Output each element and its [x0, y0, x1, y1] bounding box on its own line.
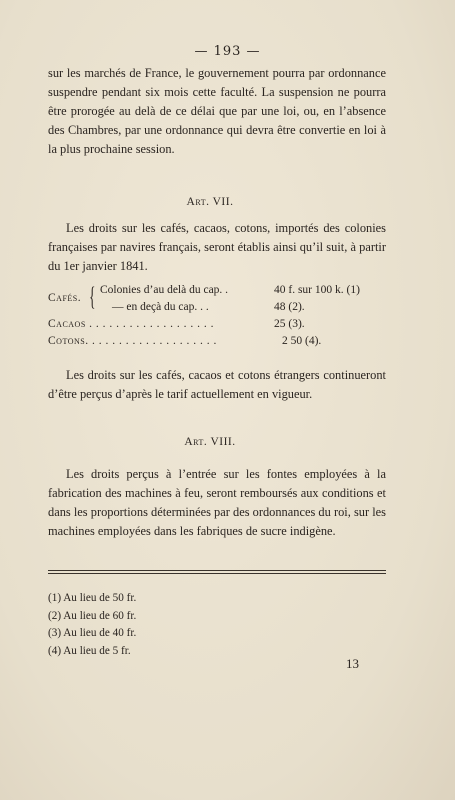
- row-value: 25 (3).: [274, 318, 305, 330]
- table-row: [48, 301, 388, 318]
- footnote: (3) Au lieu de 40 fr.: [48, 627, 137, 639]
- paragraph-suspension: sur les marchés de France, le gouvernement pourra par ordonnance suspendre pendant six mois cette faculté. La suspension ne pourra être prorogée au delà de ce délai que par une loi, ou, en l’absence des Chambres, par une ordonnance qui devra être convertie en loi à la plus prochaine session.: [48, 66, 386, 156]
- row-label: Cacaos . . . . . . . . . . . . . . . . . . .: [48, 318, 215, 330]
- page-number: — 193 —: [194, 44, 261, 59]
- row-description: — en deçà du cap. . .: [112, 301, 209, 313]
- footnote-divider: [48, 573, 386, 574]
- footnote: (4) Au lieu de 5 fr.: [48, 644, 131, 657]
- cafes-label: Cafés.: [48, 292, 82, 304]
- paragraph-duties-colonies: Les droits sur les cafés, cacaos, cotons, importés des colonies françaises par navires français, seront établis ainsi qu’il suit, à partir du 1er janvier 1841.: [48, 221, 386, 273]
- table-row: [48, 335, 388, 352]
- footnotes: [48, 590, 136, 660]
- article-7-heading: Art. VII.: [186, 196, 234, 208]
- paragraph-machines: Les droits perçus à l’entrée sur les fontes employées à la fabrication des machines à feu, seront remboursés aux conditions et dans les proportions déterminées par des ordonnances du roi, sur les machines employées dans les fabriques de sucre indigène.: [48, 467, 386, 538]
- signature-mark: 13: [346, 656, 359, 671]
- row-value: 48 (2).: [274, 301, 305, 313]
- row-label: Cotons. . . . . . . . . . . . . . . . . . . .: [48, 335, 217, 347]
- row-value: 2 50 (4).: [282, 335, 322, 347]
- paragraph-foreign-duties: Les droits sur les cafés, cacaos et cotons étrangers continueront d’être perçus d’après le tarif actuellement en vigueur.: [48, 368, 386, 401]
- brace-icon: {: [89, 282, 96, 311]
- row-value: 40 f. sur 100 k. (1): [274, 284, 360, 296]
- table-row: [48, 318, 388, 335]
- duties-table: [48, 284, 388, 352]
- footnote: (1) Au lieu de 50 fr.: [48, 592, 137, 604]
- article-8-heading: Art. VIII.: [184, 436, 236, 448]
- footnote: (2) Au lieu de 60 fr.: [48, 609, 137, 622]
- footnote-divider: [48, 570, 386, 571]
- row-description: Colonies d’au delà du cap. .: [100, 284, 229, 296]
